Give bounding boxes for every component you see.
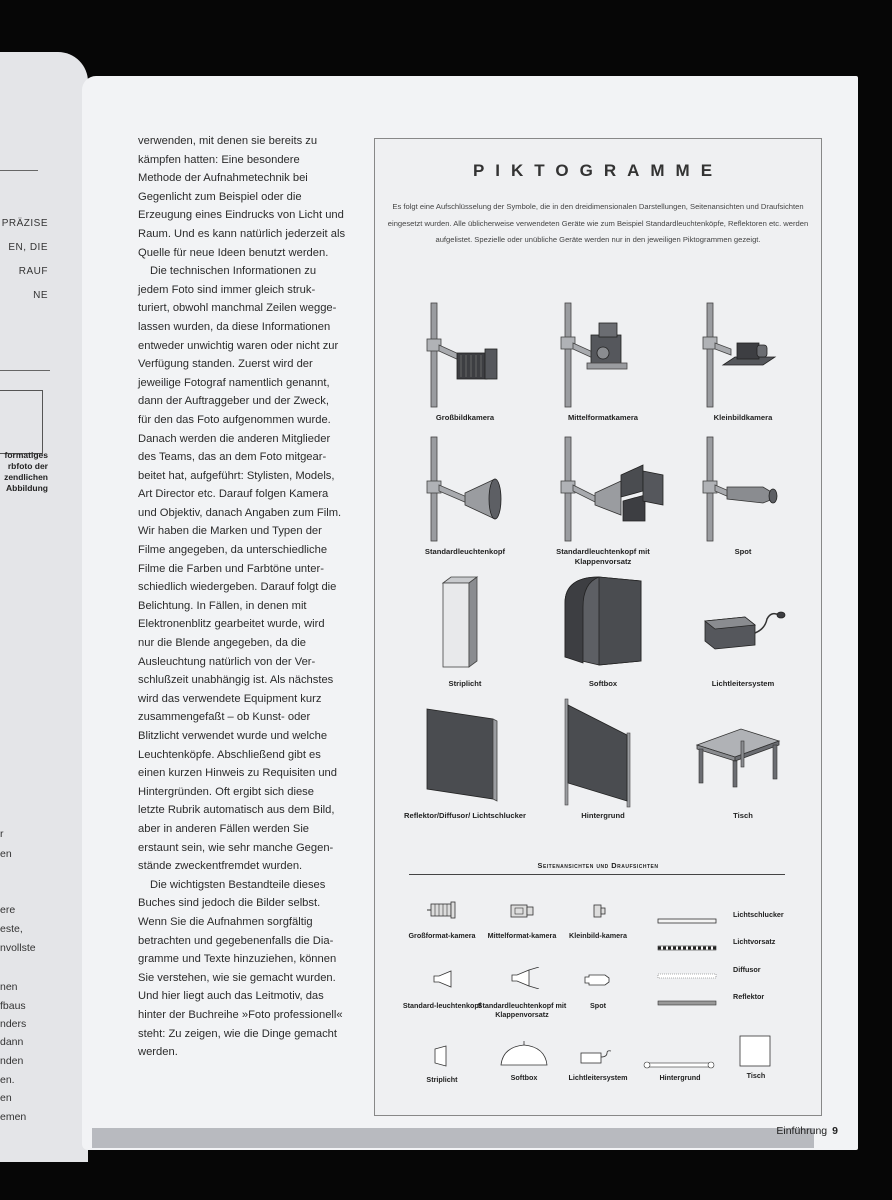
- line-legend-label: Reflektor: [733, 992, 765, 1001]
- body-text-line: werden.: [138, 1046, 178, 1059]
- pictogram-label: Softbox: [588, 679, 618, 688]
- body-text-line: Filme angegeben, da unterschiedliche: [138, 544, 328, 557]
- body-text-line: Sie verstehen, wie sie gemacht wurden.: [138, 971, 336, 984]
- panel-intro: Es folgt eine Aufschlüsselung der Symbole, die in den dreidimensionalen Darstellungen, Seitenansichten und Draufsichten eingesetzt wurden. Alle üblicherweise verwendeten Geräte wie zum Beispiel Standardleuchtenköpfe, Reflektoren etc. werden aufgelistet. Spezielle oder unübliche Geräte werden nur in den jeweiligen Piktogrammen gezeigt.: [387, 202, 809, 245]
- body-text-line: Die technischen Informationen zu: [150, 265, 317, 278]
- section-title: Seitenansichten und Draufsichten: [537, 861, 659, 870]
- body-text-line: und Objektiv, danach Angaben zum Film.: [138, 506, 342, 519]
- side-view-label: Spot: [590, 1001, 606, 1010]
- body-text-line: schiedlich wiedergeben. Darauf folgt die: [138, 581, 337, 594]
- black-flag-line-icon: [657, 911, 717, 929]
- body-text-line: betrachten und gegebenenfalls die Dia-: [138, 934, 334, 947]
- body-text-line: Wenn Sie die Aufnahmen sorgfältig: [138, 915, 313, 928]
- footer-band: [92, 1128, 814, 1148]
- left-fragment: nvollste: [0, 942, 36, 954]
- background-icon: [563, 697, 639, 809]
- body-text-line: Danach werden die anderen Mitglieder: [138, 432, 331, 445]
- left-caption: formatiges: [4, 450, 48, 460]
- body-text-line: Raum. Und es kann natürlich jederzeit als: [138, 227, 346, 240]
- spot-icon: [693, 435, 793, 545]
- side-view-label: Großformat-kamera: [408, 931, 476, 940]
- body-text-line: wird das verwendete Equipment kurz: [138, 692, 322, 705]
- side-view-label: Softbox: [510, 1073, 538, 1082]
- body-text-line: letzte Rubrik automatisch aus dem Bild,: [138, 804, 335, 817]
- side-view-label: Standardleuchtenkopf mit Klappenvorsatz: [477, 1001, 567, 1019]
- table-top-icon: [739, 1035, 771, 1072]
- body-text-line: Verfügung standen. Zuerst wird der: [138, 358, 313, 371]
- body-text-line: Art Director etc. Darauf folgen Kamera: [138, 488, 329, 501]
- reflector-line-icon: [657, 993, 717, 1011]
- left-fragment: este,: [0, 923, 23, 935]
- body-text-line: aber in anderen Fällen werden Sie: [138, 822, 310, 835]
- left-caption: zendlichen: [4, 472, 48, 482]
- left-rule: [0, 170, 38, 171]
- body-text-line: lassen wurden, da diese Informationen: [138, 320, 331, 333]
- medium-format-camera-icon: [551, 299, 651, 409]
- barn-door-head-icon: [551, 435, 671, 545]
- side-view-label: Tisch: [746, 1071, 766, 1080]
- footer-section: Einführung: [776, 1125, 828, 1137]
- pictogram-label: Standardleuchtenkopf: [424, 547, 506, 556]
- body-text-line: einen kurzen Hinweis zu Requisiten und: [138, 767, 338, 780]
- body-text-column: [138, 132, 352, 1062]
- softbox-icon: [557, 573, 647, 669]
- left-fragment: r: [0, 828, 4, 840]
- body-text-line: Elektronenblitz gearbeitet wurde, wird: [138, 618, 325, 631]
- pictogram-label: Spot: [734, 547, 752, 556]
- standard-head-icon: [417, 435, 517, 545]
- body-text-line: Belichtung. In Fällen, in denen mit: [138, 599, 307, 612]
- large-format-side-icon: [427, 901, 457, 924]
- pictogram-label: Standardleuchtenkopf mit Klappenvorsatz: [556, 547, 650, 566]
- fiber-optic-system-icon: [701, 603, 791, 653]
- pictogram-label: Mittelformatkamera: [567, 413, 639, 422]
- standard-head-side-icon: [431, 969, 455, 994]
- striplight-side-icon: [433, 1045, 449, 1072]
- body-text-line: Erzeugung eines Eindrucks von Licht und: [138, 209, 344, 222]
- left-fragment: emen: [0, 1111, 27, 1123]
- left-fragment: nden: [0, 1055, 24, 1067]
- left-image-box: [0, 390, 43, 454]
- large-format-camera-icon: [413, 299, 513, 409]
- pictogram-label: Reflektor/Diffusor/ Lichtschlucker: [404, 811, 526, 820]
- left-fragment: en: [0, 1092, 12, 1104]
- section-rule: [409, 874, 785, 875]
- striplight-icon: [437, 575, 487, 671]
- body-text-line: des Teams, das an dem Foto mitgear-: [138, 451, 327, 464]
- body-text-line: entweder unwichtig waren oder nicht zur: [138, 339, 339, 352]
- barn-door-head-side-icon: [509, 967, 543, 994]
- left-fragment: fbaus: [0, 1000, 26, 1012]
- body-text-line: verwenden, mit denen sie bereits zu: [138, 135, 318, 147]
- body-text-line: Hintergründen. Oft ergibt sich diese: [138, 785, 314, 798]
- diffusor-line-icon: [657, 966, 717, 984]
- body-text-line: Leuchtenköpfe. Abschließend gibt es: [138, 748, 321, 761]
- line-legend-label: Lichtschlucker: [733, 910, 784, 919]
- body-text-line: Die wichtigsten Bestandteile dieses: [150, 878, 326, 891]
- body-text-line: Blitzlicht verwendet wurde und welche: [138, 730, 328, 742]
- body-text-line: stände zweckentfremdet wurden.: [138, 860, 303, 873]
- spot-side-icon: [583, 973, 613, 992]
- left-fragment: dann: [0, 1036, 24, 1048]
- line-legend-label: Diffusor: [733, 965, 761, 974]
- small-format-side-icon: [591, 903, 607, 924]
- medium-format-side-icon: [509, 903, 537, 924]
- body-text-line: Wir haben die Marken und Typen der: [138, 525, 322, 538]
- panel-title: PIKTOGRAMME: [472, 161, 724, 180]
- body-text-line: erstaunt sein, wie sehr manche Gegen-: [138, 841, 334, 854]
- body-text-line: Filme die Farben und Farbtöne unter-: [138, 562, 324, 575]
- left-fragment: RAUF: [18, 266, 48, 277]
- left-fragment: en: [0, 848, 12, 860]
- light-attachment-line-icon: [657, 938, 717, 956]
- body-text-line: Methode der Aufnahmetechnik bei: [138, 172, 308, 185]
- line-legend-label: Lichtvorsatz: [733, 937, 776, 946]
- softbox-side-icon: [499, 1041, 549, 1072]
- body-text-line: schlußzeit unabhängig ist. Als nächstes: [138, 674, 334, 687]
- left-caption: Abbildung: [5, 483, 48, 493]
- page-number: 9: [832, 1125, 838, 1137]
- body-text-line: kämpfen hatten: Eine besondere: [138, 153, 300, 166]
- left-fragment: nders: [0, 1018, 27, 1030]
- body-text-line: dann der Auftraggeber und der Zweck,: [138, 395, 329, 408]
- left-fragment: NE: [33, 290, 48, 301]
- reflector-icon: [423, 707, 499, 803]
- body-text-line: zusammengefaßt – ob Kunst- oder: [138, 711, 311, 724]
- left-fragment: PRÄZISE: [1, 218, 48, 229]
- left-page: [0, 52, 88, 1162]
- page-footer: [776, 1125, 838, 1137]
- body-text-line: beitet hat, aufgeführt: Stylisten, Models,: [138, 469, 335, 482]
- body-text-line: Quelle für neue Ideen benutzt werden.: [138, 246, 329, 259]
- pictogram-label: Striplicht: [448, 679, 482, 688]
- left-fragment: nen: [0, 981, 18, 993]
- left-rule: [0, 370, 50, 371]
- body-text-line: nur die Blende angegeben, da die: [138, 637, 306, 650]
- side-view-label: Kleinbild-kamera: [569, 931, 627, 940]
- body-text-line: Buches sind jedoch die Bilder selbst.: [138, 897, 321, 910]
- left-fragment: ere: [0, 904, 16, 916]
- pictogram-label: Lichtleitersystem: [711, 679, 775, 688]
- pictogram-label: Großbildkamera: [435, 413, 495, 422]
- side-view-label: Standard-leuchtenkopf: [402, 1001, 482, 1010]
- body-text-line: Und hier liegt auch das Leitmotiv, das: [138, 990, 324, 1003]
- left-caption: rbfoto der: [7, 461, 48, 471]
- body-text-line: Gegenlicht zum Beispiel oder die: [138, 190, 302, 203]
- side-view-label: Hintergrund: [659, 1073, 701, 1082]
- fiber-optic-side-icon: [579, 1049, 613, 1070]
- pictogram-panel: [374, 138, 822, 1116]
- small-format-camera-icon: [693, 299, 793, 409]
- body-text-line: Ausleuchtung natürlich von der Ver-: [138, 655, 316, 668]
- body-text-line: jeweilige Fotograf namentlich genannt,: [138, 376, 330, 389]
- body-text-line: steht: Zu zeigen, wie die Dinge gemacht: [138, 1027, 337, 1040]
- table-icon: [693, 727, 783, 789]
- left-fragment: en.: [0, 1074, 15, 1086]
- side-view-label: Lichtleitersystem: [568, 1073, 628, 1082]
- body-text-line: jedem Foto sind immer gleich struk-: [138, 283, 316, 296]
- side-view-label: Mittelformat-kamera: [487, 931, 557, 940]
- left-fragment: EN, DIE: [8, 242, 48, 253]
- body-text-line: hinter der Buchreihe »Foto professionell«: [138, 1008, 343, 1021]
- body-text-line: gramme und Texte hinzuziehen, können: [138, 953, 337, 966]
- pictogram-label: Tisch: [733, 811, 753, 820]
- body-text-line: für den das Foto aufgenommen wurde.: [138, 413, 331, 426]
- pictogram-label: Kleinbildkamera: [713, 413, 773, 422]
- pictogram-label: Hintergrund: [581, 811, 625, 820]
- body-text-line: turiert, obwohl manchmal Zeilen wegge-: [138, 302, 337, 315]
- side-view-label: Striplicht: [426, 1075, 458, 1084]
